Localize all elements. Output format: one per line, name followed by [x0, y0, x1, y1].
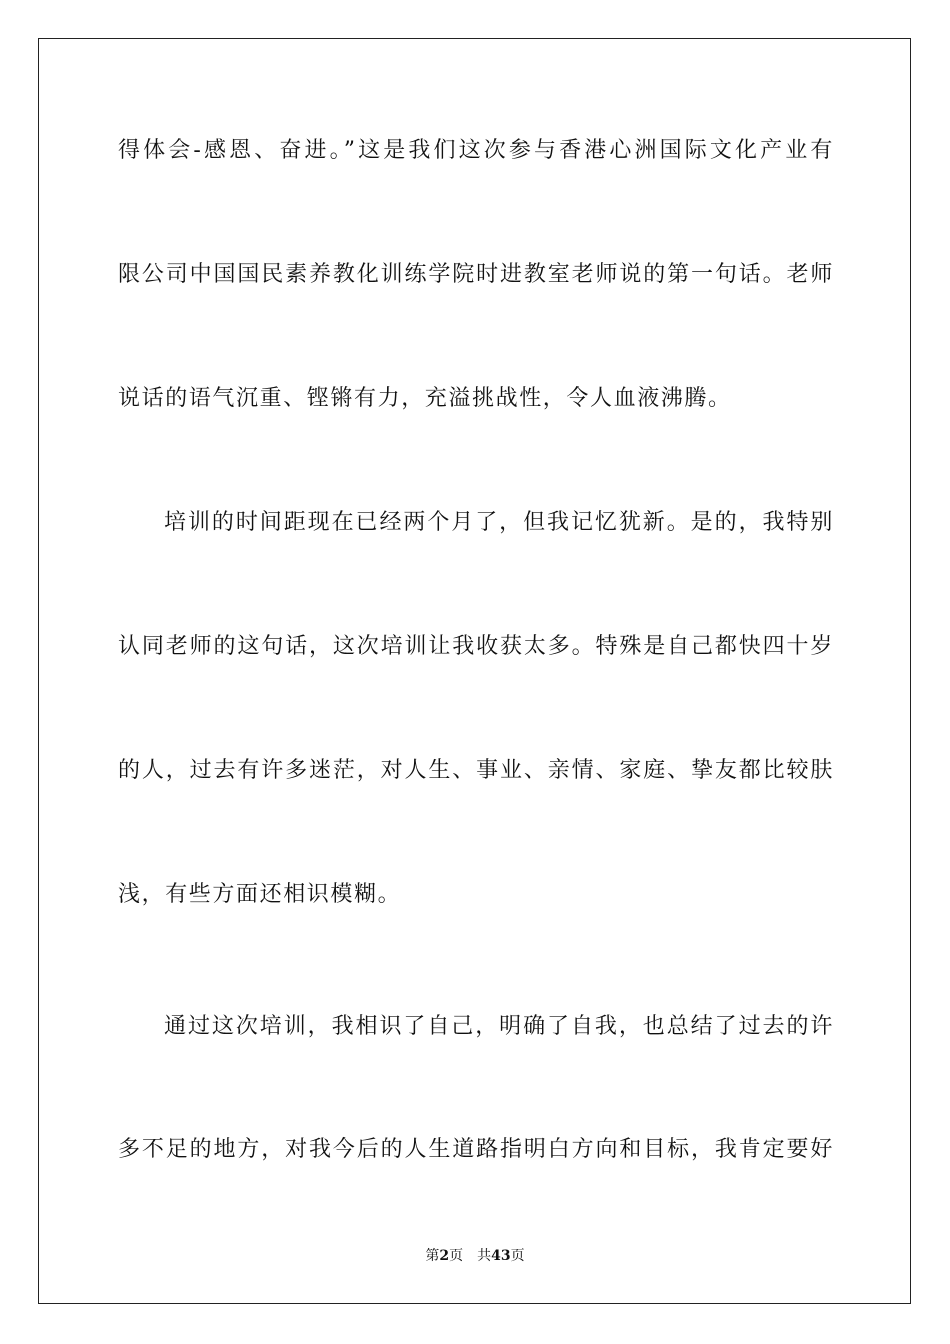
body-text-line-2: 限公司中国国民素养教化训练学院时进教室老师说的第一句话。老师 — [118, 262, 834, 287]
page-number: 2 — [439, 1248, 450, 1264]
body-text-line-3: 说话的语气沉重、铿锵有力，充溢挑战性，令人血液沸腾。 — [118, 386, 732, 411]
page-border — [38, 38, 911, 1304]
body-text-line-4: 培训的时间距现在已经两个月了，但我记忆犹新。是的，我特别 — [164, 510, 834, 535]
page-prefix: 第 — [425, 1248, 440, 1264]
total-pages: 43 — [491, 1248, 511, 1264]
body-text-line-8: 通过这次培训，我相识了自己，明确了自我，也总结了过去的许 — [164, 1014, 834, 1039]
page-suffix: 页 — [449, 1248, 464, 1264]
body-text-line-7: 浅，有些方面还相识模糊。 — [118, 882, 402, 907]
body-text-line-6: 的人，过去有许多迷茫，对人生、事业、亲情、家庭、挚友都比较肤 — [118, 758, 834, 783]
page-footer — [0, 1246, 950, 1266]
body-text-line-9: 多不足的地方，对我今后的人生道路指明白方向和目标，我肯定要好 — [118, 1137, 834, 1162]
body-text-line-1: 得体会-感恩、奋进。”这是我们这次参与香港心洲国际文化产业有 — [118, 138, 834, 163]
total-suffix: 页 — [510, 1248, 525, 1264]
total-prefix: 共 — [477, 1248, 492, 1264]
body-text-line-5: 认同老师的这句话，这次培训让我收获太多。特殊是自己都快四十岁 — [118, 634, 834, 659]
